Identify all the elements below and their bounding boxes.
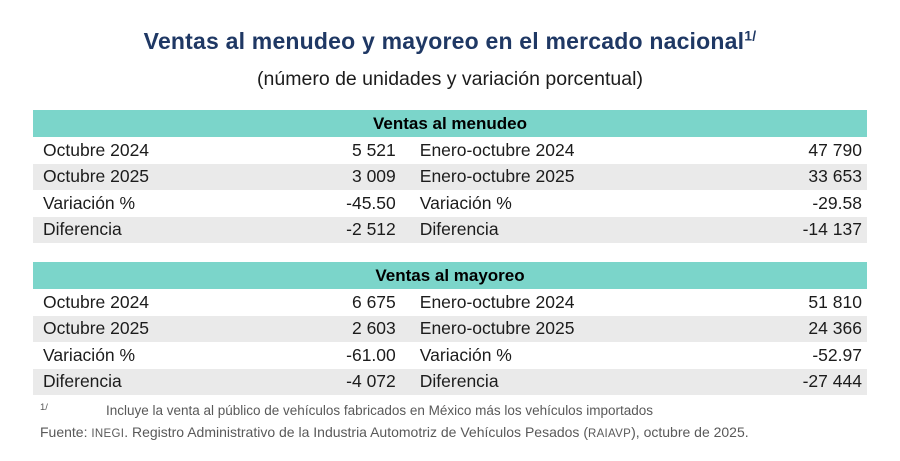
row-label-left: Octubre 2024 xyxy=(43,139,150,160)
row-label-left: Diferencia xyxy=(43,219,122,240)
row-value-left: -45.50 xyxy=(346,192,396,213)
title-footnote-marker: 1/ xyxy=(744,27,757,44)
row-value-left: -4 072 xyxy=(346,371,396,392)
row-label-left: Octubre 2025 xyxy=(43,166,150,187)
row-value-left: 5 521 xyxy=(351,139,396,160)
row-value-right: -52.97 xyxy=(812,344,862,365)
row-label-right: Enero-octubre 2025 xyxy=(419,166,575,187)
table-row xyxy=(33,316,867,343)
source-prefix: Fuente: xyxy=(40,424,92,440)
table-ventas-menudeo xyxy=(33,110,867,243)
source-acronym: RAIAVP xyxy=(587,428,632,440)
row-value-left: -2 512 xyxy=(346,219,396,240)
row-label-right: Enero-octubre 2025 xyxy=(419,318,575,339)
footnotes xyxy=(33,403,867,440)
row-label-right: Variación % xyxy=(419,344,512,365)
row-value-left: 2 603 xyxy=(351,318,396,339)
row-label-right: Diferencia xyxy=(419,371,499,392)
row-value-left: 6 675 xyxy=(351,291,396,312)
row-label-left: Octubre 2025 xyxy=(43,318,150,339)
page-title xyxy=(0,28,900,55)
row-value-left: 3 009 xyxy=(351,166,396,187)
footnote-1 xyxy=(33,403,867,418)
row-label-left: Diferencia xyxy=(43,371,122,392)
row-label-left: Octubre 2024 xyxy=(43,291,150,312)
row-value-right: 24 366 xyxy=(808,318,862,339)
source-org: INEGI xyxy=(91,428,125,440)
row-value-right: -27 444 xyxy=(802,371,862,392)
row-label-right: Variación % xyxy=(419,192,512,213)
table-header-mayoreo: Ventas al mayoreo xyxy=(33,262,867,289)
table-row xyxy=(33,342,867,369)
row-value-right: 33 653 xyxy=(808,166,862,187)
source-suffix: ), octubre de 2025. xyxy=(631,424,749,440)
source-line xyxy=(33,424,867,440)
row-label-right: Diferencia xyxy=(419,219,499,240)
source-mid: . Registro Administrativo de la Industria Automotriz de Vehículos Pesados ( xyxy=(124,424,588,440)
row-value-right: 51 810 xyxy=(808,291,862,312)
table-header-menudeo: Ventas al menudeo xyxy=(33,110,867,137)
row-label-right: Enero-octubre 2024 xyxy=(419,139,575,160)
footnote-text: Incluye la venta al público de vehículos fabricados en México más los vehículos importados xyxy=(105,403,653,418)
row-value-left: -61.00 xyxy=(346,344,396,365)
row-value-right: 47 790 xyxy=(808,139,862,160)
row-value-right: -14 137 xyxy=(802,219,862,240)
table-row xyxy=(33,137,867,164)
table-row xyxy=(33,164,867,191)
row-label-left: Variación % xyxy=(43,344,136,365)
table-row xyxy=(33,369,867,396)
page-title-text: Ventas al menudeo y mayoreo en el mercado nacional xyxy=(143,28,745,54)
footnote-marker: 1/ xyxy=(40,401,48,413)
table-row xyxy=(33,289,867,316)
row-label-left: Variación % xyxy=(43,192,136,213)
row-value-right: -29.58 xyxy=(812,192,862,213)
row-label-right: Enero-octubre 2024 xyxy=(419,291,575,312)
table-row xyxy=(33,190,867,217)
page-subtitle: (número de unidades y variación porcentual) xyxy=(257,68,643,90)
table-row xyxy=(33,217,867,244)
table-ventas-mayoreo xyxy=(33,262,867,395)
